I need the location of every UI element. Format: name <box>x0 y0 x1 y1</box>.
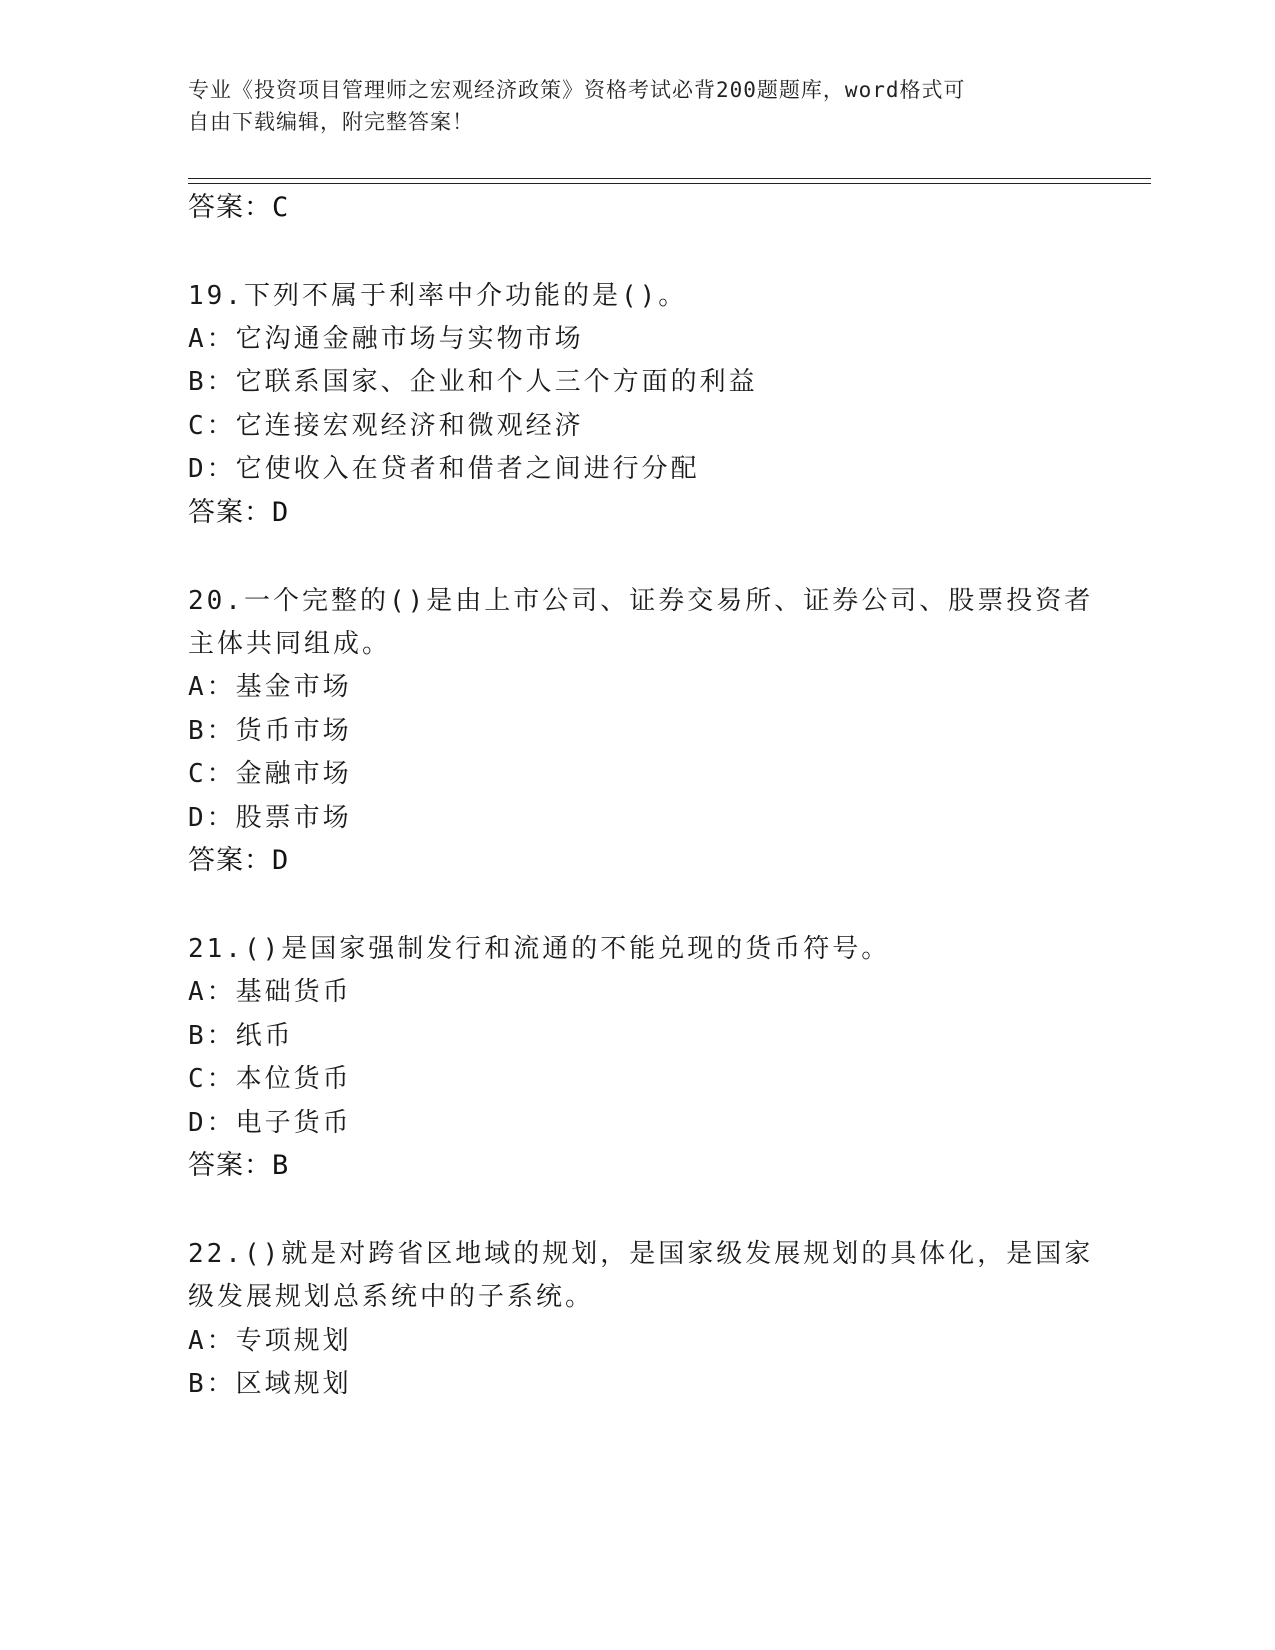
question-19-answer <box>188 496 289 530</box>
question-21-option-b: B：纸币 <box>188 1021 294 1051</box>
question-19-text: 19.下列不属于利率中介功能的是()。 <box>188 281 688 311</box>
header-rule-bottom <box>188 183 1151 184</box>
question-21-answer <box>188 1149 289 1183</box>
answer-value: D <box>272 497 290 528</box>
answer-value: B <box>272 1150 290 1181</box>
header-line-1: 专业《投资项目管理师之宏观经济政策》资格考试必背200题题库，word格式可 <box>188 78 966 102</box>
answer-label: 答案： <box>188 192 272 223</box>
question-22-option-a: A：专项规划 <box>188 1326 352 1356</box>
question-20-option-b: B：货币市场 <box>188 716 352 746</box>
header-line-2: 自由下载编辑，附完整答案！ <box>188 110 474 134</box>
question-21-text: 21.()是国家强制发行和流通的不能兑现的货币符号。 <box>188 934 891 964</box>
answer-value: C <box>272 192 290 223</box>
question-22-option-b: B：区域规划 <box>188 1369 352 1399</box>
document-header <box>188 74 1088 138</box>
header-rule-top <box>188 178 1151 179</box>
answer-label: 答案： <box>188 1150 272 1181</box>
question-20-option-a: A：基金市场 <box>188 672 352 702</box>
question-20-answer <box>188 844 289 878</box>
answer-label: 答案： <box>188 845 272 876</box>
answer-value: D <box>272 845 290 876</box>
question-22-text-line-2: 级发展规划总系统中的子系统。 <box>188 1282 595 1312</box>
question-19-option-a: A：它沟通金融市场与实物市场 <box>188 324 584 354</box>
question-22-text-line-1: 22.()就是对跨省区地域的规划，是国家级发展规划的具体化，是国家 <box>188 1239 1094 1269</box>
question-20-option-d: D：股票市场 <box>188 803 352 833</box>
question-19-option-d: D：它使收入在贷者和借者之间进行分配 <box>188 454 700 484</box>
answer-line <box>188 191 289 225</box>
question-20-option-c: C：金融市场 <box>188 759 352 789</box>
question-21-option-c: C：本位货币 <box>188 1064 352 1094</box>
question-20-text-line-1: 20.一个完整的()是由上市公司、证券交易所、证券公司、股票投资者 <box>188 586 1094 616</box>
question-21-option-a: A：基础货币 <box>188 977 352 1007</box>
question-19-option-c: C：它连接宏观经济和微观经济 <box>188 411 584 441</box>
answer-label: 答案： <box>188 497 272 528</box>
question-21-option-d: D：电子货币 <box>188 1108 352 1138</box>
question-19-option-b: B：它联系国家、企业和个人三个方面的利益 <box>188 367 758 397</box>
question-20-text-line-2: 主体共同组成。 <box>188 629 392 659</box>
